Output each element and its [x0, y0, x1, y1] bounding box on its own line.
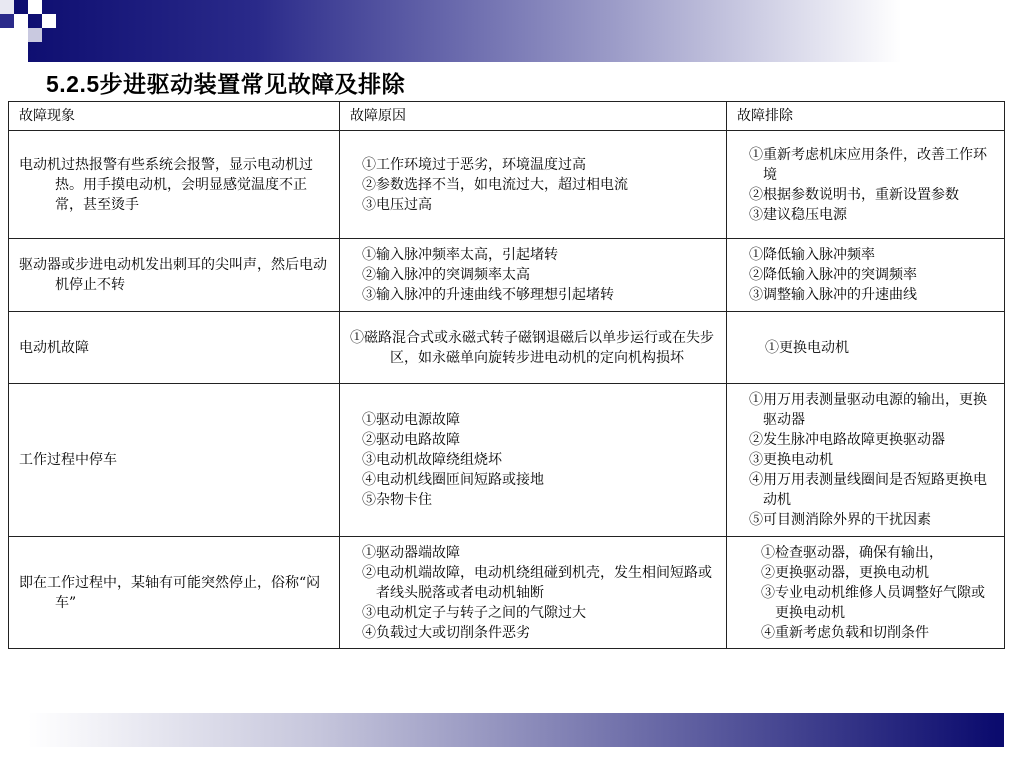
- remedy-item: ②发生脉冲电路故障更换驱动器: [749, 432, 945, 448]
- remedy-item: ③调整输入脉冲的升速曲线: [749, 287, 917, 303]
- cause-cell: [340, 239, 727, 312]
- cause-cell: [340, 131, 727, 239]
- symptom-cell: [9, 537, 340, 649]
- remedy-item: ④重新考虑负载和切削条件: [761, 624, 929, 641]
- remedy-item: ③更换电动机: [749, 452, 833, 468]
- symptom-text: 电动机过热报警有些系统会报警，显示电动机过热。用手摸电动机，会明显感觉温度不正常，甚至烫手: [19, 156, 313, 213]
- symptom-text: 电动机故障: [19, 339, 89, 356]
- cause-cell: [340, 384, 727, 537]
- table-row: [9, 131, 1005, 239]
- remedy-item: ④用万用表测量线圈间是否短路更换电动机: [749, 472, 987, 508]
- cause-item: ①磁路混合式或永磁式转子磁钢退磁后以单步运行或在失步区，如永磁单向旋转步进电动机的定向机构损坏: [350, 329, 714, 366]
- table-row: [9, 384, 1005, 537]
- cause-item: ③电压过高: [362, 196, 432, 213]
- symptom-text: 驱动器或步进电动机发出刺耳的尖叫声，然后电动机停止不转: [19, 257, 327, 293]
- cause-item: ③电动机定子与转子之间的气隙过大: [362, 604, 586, 621]
- symptom-cell: [9, 384, 340, 537]
- remedy-item: ③专业电动机维修人员调整好气隙或更换电动机: [761, 584, 985, 621]
- remedy-item: ②更换驱动器，更换电动机: [761, 564, 929, 581]
- remedy-item: ①重新考虑机床应用条件，改善工作环境: [749, 146, 987, 183]
- symptom-cell: [9, 239, 340, 312]
- remedy-item: ⑤可目测消除外界的干扰因素: [749, 512, 931, 528]
- remedy-item: ①用万用表测量驱动电源的输出，更换驱动器: [749, 392, 987, 428]
- remedy-item: ①降低输入脉冲频率: [749, 247, 875, 263]
- remedy-item: ②降低输入脉冲的突调频率: [749, 267, 917, 283]
- table-row: [9, 312, 1005, 384]
- decor-square: [14, 14, 28, 28]
- remedy-item: ①检查驱动器，确保有输出，: [761, 544, 943, 561]
- symptom-text: 即在工作过程中，某轴有可能突然停止，俗称“闷车”: [19, 574, 321, 611]
- cause-item: ②电动机端故障，电动机绕组碰到机壳，发生相间短路或者线头脱落或者电动机轴断: [362, 564, 712, 601]
- decor-square: [0, 28, 28, 62]
- cause-item: ②参数选择不当，如电流过大，超过相电流: [362, 176, 628, 193]
- remedy-cell: [727, 239, 1005, 312]
- remedy-item: ②根据参数说明书，重新设置参数: [749, 186, 959, 203]
- decor-square: [0, 14, 14, 28]
- symptom-text: 工作过程中停车: [19, 452, 117, 468]
- symptom-cell: [9, 131, 340, 239]
- cause-item: ④负载过大或切削条件恶劣: [362, 624, 530, 641]
- header-symptom: 故障现象: [9, 102, 340, 131]
- cause-item: ①工作环境过于恶劣，环境温度过高: [362, 156, 586, 173]
- header-cause: 故障原因: [340, 102, 727, 131]
- decor-square: [0, 0, 14, 14]
- remedy-cell: [727, 131, 1005, 239]
- decor-square: [28, 28, 42, 42]
- table-row: [9, 537, 1005, 649]
- table-header-row: [9, 102, 1005, 131]
- cause-item: ①输入脉冲频率太高，引起堵转: [362, 247, 558, 263]
- cause-item: ⑤杂物卡住: [362, 492, 432, 508]
- footer-bar-end: [996, 713, 1004, 747]
- cause-cell: [340, 312, 727, 384]
- cause-item: ③电动机故障绕组烧坏: [362, 452, 502, 468]
- cause-item: ③输入脉冲的升速曲线不够理想引起堵转: [362, 287, 614, 303]
- cause-cell: [340, 537, 727, 649]
- cause-item: ①驱动电源故障: [362, 412, 460, 428]
- fault-table: [8, 101, 1005, 649]
- remedy-item: ①更换电动机: [765, 339, 849, 356]
- decor-square: [42, 14, 56, 28]
- decor-square: [28, 0, 42, 14]
- remedy-item: ③建议稳压电源: [749, 206, 847, 223]
- cause-item: ②驱动电路故障: [362, 432, 460, 448]
- header-remedy: 故障排除: [727, 102, 1005, 131]
- header-gradient-bar: [0, 0, 1024, 62]
- cause-item: ④电动机线圈匝间短路或接地: [362, 472, 544, 488]
- slide-title: 5.2.5步进驱动装置常见故障及排除: [46, 71, 406, 97]
- remedy-cell: [727, 384, 1005, 537]
- table-row: [9, 239, 1005, 312]
- cause-item: ①驱动器端故障: [362, 544, 460, 561]
- symptom-cell: [9, 312, 340, 384]
- footer-gradient-bar: [28, 713, 996, 747]
- cause-item: ②输入脉冲的突调频率太高: [362, 267, 530, 283]
- remedy-cell: [727, 312, 1005, 384]
- remedy-cell: [727, 537, 1005, 649]
